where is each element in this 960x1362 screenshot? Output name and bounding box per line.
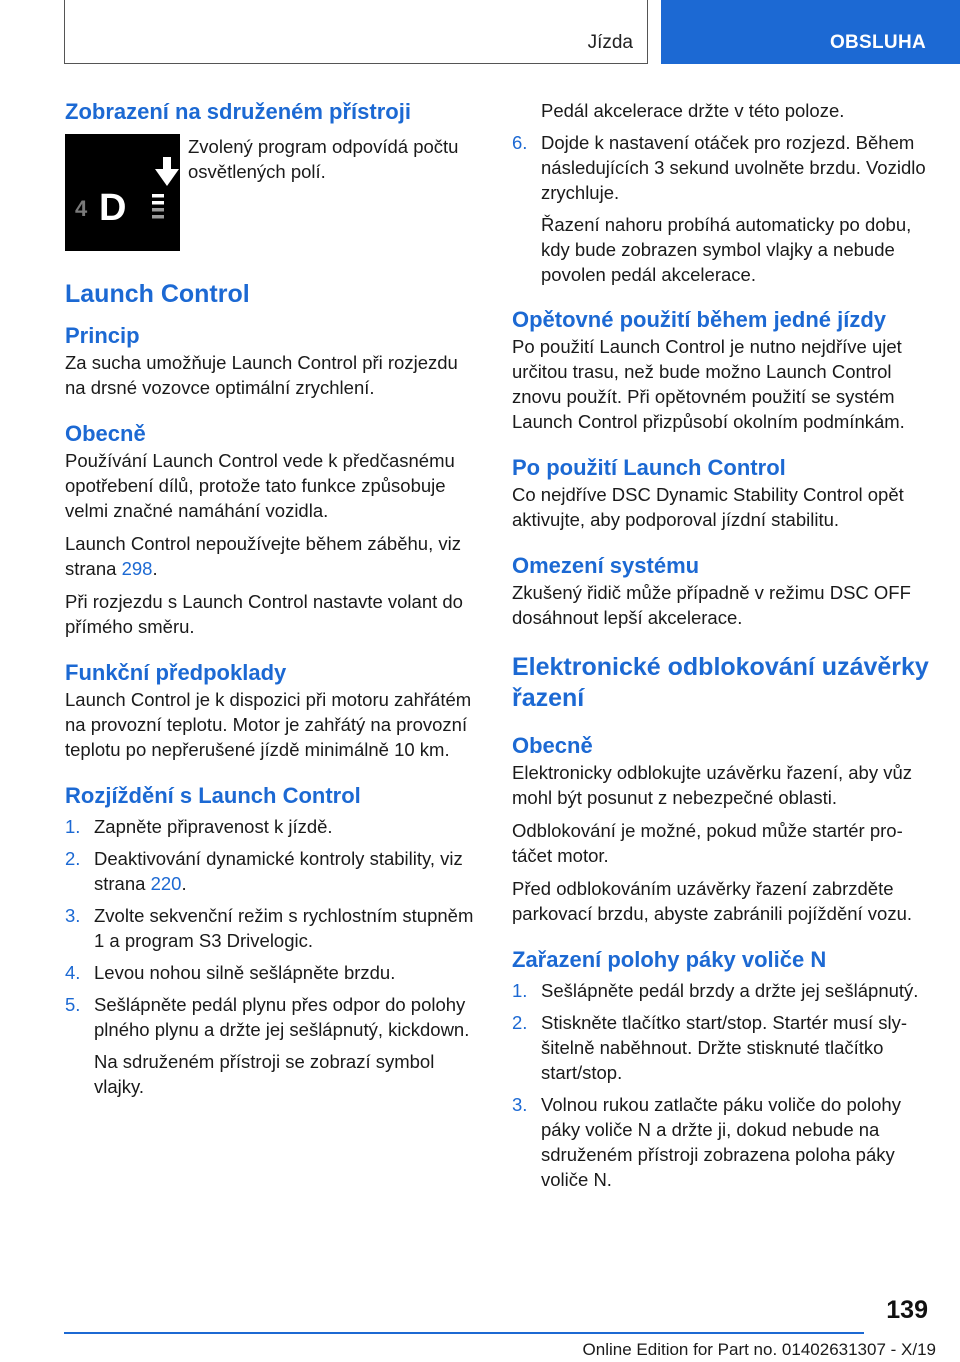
heading-obecne: Obecně	[65, 421, 146, 446]
page-link-298[interactable]: 298	[121, 558, 153, 579]
mode-letter-text: D	[99, 187, 127, 229]
page-link-220[interactable]: 220	[150, 873, 182, 894]
footer-divider	[64, 1332, 864, 1334]
heading-obecne-right: Obecně	[512, 733, 593, 758]
list-item: 2. Deaktivování dynamické kontroly stability, viz strana 220.	[65, 848, 463, 894]
display-description: Zvolený program odpovídá počtu osvětlených polí.	[188, 136, 459, 182]
right-column	[512, 98, 932, 1199]
heading-princip: Princip	[65, 323, 140, 348]
heading-omezeni: Omezení systému	[512, 553, 700, 578]
heading-elektronicke: Elektronické odblokování uzávěrky řazení	[512, 653, 929, 712]
list-item: 1. Sešlápněte pedál brzdy a držte jej sešlápnutý.	[512, 980, 919, 1001]
heading-rozjizdeni: Rozjíždění s Launch Control	[65, 783, 361, 808]
gear-number-text: 4	[75, 196, 88, 221]
list-item: 4. Levou nohou silně sešlápněte brzdu.	[65, 962, 396, 983]
list-item: 5. Sešlápněte pedál plynu přes odpor do polohy plného plynu a držte jej sešlápnutý, kickdown. Na sdruženém přístroji se zobrazí symbol vlajky.	[65, 994, 470, 1097]
list-item: 2. Stiskněte tlačítko start/stop. Startér musí slyšitelně naběhnout. Držte stisknuté tlačítko start/stop.	[512, 1012, 908, 1083]
drivelogic-display-icon	[65, 134, 180, 251]
paragraph-predpoklady: Launch Control je k dispozici při motoru zahřátém na provozní teplotu. Motor je zahřátý na provozní teplotu po nepřerušené jízdě minimálně 10 km.	[65, 689, 472, 760]
header-chapter-tab[interactable]	[661, 0, 960, 64]
heading-opetovne: Opětovné použití během jedné jízdy	[512, 307, 887, 332]
paragraph-obecne-right-1: Elektronicky odblokujte uzávěrku řazení, aby vůz mohl být posunut z nebezpečné oblasti.	[512, 762, 913, 808]
heading-display: Zobrazení na sdruženém přístroji	[65, 99, 411, 124]
header-section-title: Jízda	[587, 32, 633, 53]
header-chapter-label: OBSLUHA	[829, 32, 926, 53]
left-column	[65, 98, 481, 1106]
paragraph-obecne-right-2: Odblokování je možné, pokud může startér protáčet motor.	[512, 820, 903, 866]
list-item: 1. Zapněte připravenost k jízdě.	[65, 816, 333, 837]
paragraph-omezeni: Zkušený řidič může případně v režimu DSC OFF dosáhnout lepší akcelerace.	[512, 582, 911, 628]
neutral-steps-list	[512, 978, 932, 1192]
launch-steps-list-cont	[512, 130, 932, 287]
paragraph-obecne-right-3: Před odblokováním uzávěrky řazení zabrzděte parkovací brzdu, abyste zabránili pojíždění vozu.	[512, 878, 913, 924]
page-number: 139	[886, 1296, 928, 1324]
paragraph-po-pouziti: Co nejdříve DSC Dynamic Stability Control opět aktivujte, aby podporoval jízdní stabilitu.	[512, 484, 904, 530]
heading-zarazeni: Zařazení polohy páky voliče N	[512, 947, 827, 972]
heading-launch-control: Launch Control	[65, 280, 250, 308]
list-item: 3. Zvolte sekvenční režim s rychlostním stupněm 1 a program S3 Drivelogic.	[65, 905, 474, 951]
header-section-box	[64, 0, 648, 64]
list-item: 6. Dojde k nastavení otáček pro rozjezd. Během následujících 3 sekund uvolněte brzdu. Vozidlo zrychluje. Řazení nahoru probíhá automaticky po dobu, kdy bude zobrazen symbol vlajky a nebude povolen pedál akcelerace.	[512, 132, 926, 285]
heading-po-pouziti: Po použití Launch Control	[512, 455, 786, 480]
step-5-continuation: Pedál akcelerace držte v této poloze.	[541, 100, 845, 121]
paragraph-obecne-2: Launch Control nepoužívejte během záběhu, viz strana 298.	[65, 533, 461, 579]
edition-text: Online Edition for Part no. 01402631307 - X/19	[582, 1340, 936, 1359]
paragraph-opetovne: Po použití Launch Control je nutno nejdříve ujet určitou trasu, než bude možno Launch Control znovu použít. Při opětovném použití se systém Launch Control přizpůsobí okolním podmínkám.	[512, 336, 905, 432]
heading-predpoklady: Funkční předpoklady	[65, 660, 287, 685]
paragraph-obecne-3: Při rozjezdu s Launch Control nastavte volant do přímého směru.	[65, 591, 463, 637]
paragraph-obecne-1: Používání Launch Control vede k předčasnému opotřebení dílů, protože tato funkce způsobuje velmi značné namáhání vozidla.	[65, 450, 455, 521]
launch-steps-list	[65, 814, 481, 1099]
list-item: 3. Volnou rukou zatlačte páku voliče do polohy páky voliče N a držte ji, dokud nebude na sdruženém přístroji zobrazena poloha páky voliče N.	[512, 1094, 901, 1190]
paragraph-princip: Za sucha umožňuje Launch Control při rozjezdu na drsné vozovce optimální zrychlení.	[65, 352, 458, 398]
display-figure	[65, 134, 481, 251]
